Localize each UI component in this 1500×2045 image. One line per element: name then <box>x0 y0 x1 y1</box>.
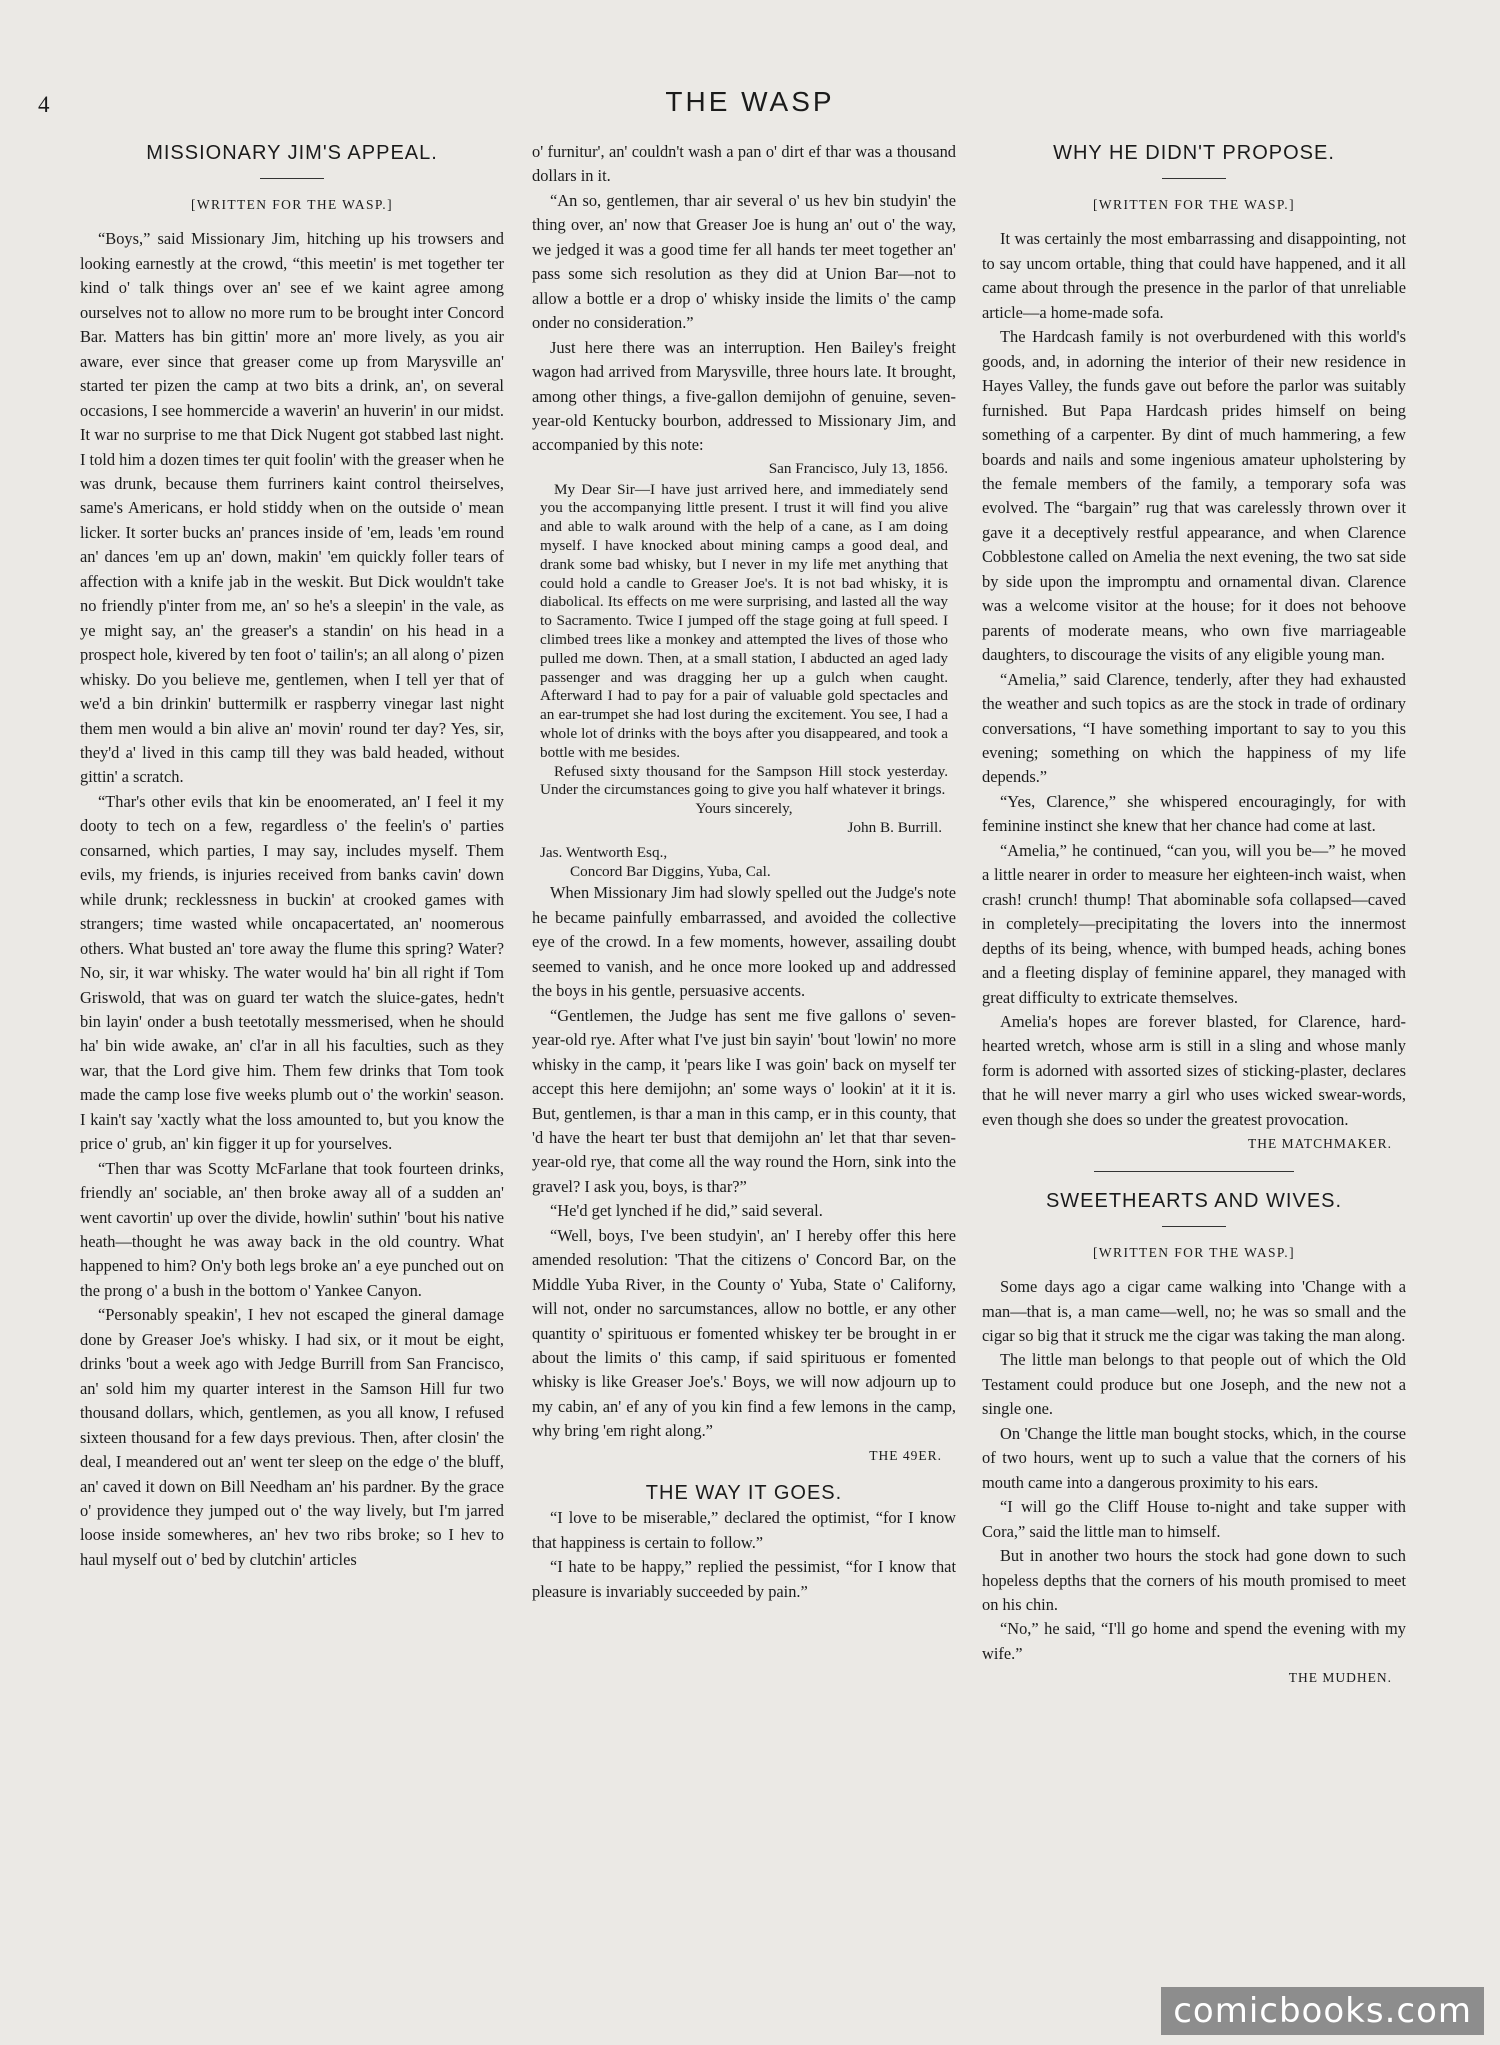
byline: [WRITTEN FOR THE WASP.] <box>1093 1244 1295 1260</box>
paragraph: The little man belongs to that people out of which the Old Testament could produce but one Joseph, and the new not a single one. <box>982 1350 1406 1419</box>
section-divider <box>1094 1171 1294 1172</box>
paragraph: “I hate to be happy,” replied the pessimist, “for I know that pleasure is invariably succeeded by pain.” <box>532 1557 956 1601</box>
article-title-sweethearts: SWEETHEARTS AND WIVES. <box>1045 1189 1343 1212</box>
author-signoff: THE 49ER. <box>869 1447 942 1463</box>
letter-body: My Dear Sir—I have just arrived here, and immediately send you the accompanying little present. I trust it will find you alive and able to walk around with the help of a cane, as I am doing myself. I have knocked about mining camps a good deal, and drank some bad whisky, but I never in my life met anything that could hold a candle to Greaser Joe's. It is not bad whisky, it is diabolical. Its effects on me were surprising, and lasted all the way to Sacramento. Twice I jumped off the stage going at full speed. I climbed trees like a monkey and attempted the lives of those who pulled me down. Then, at a small station, I abducted an aged lady passenger and was dragging her up a gulch when caught. Afterward I had to pay for a pair of valuable gold spectacles and an ear-trumpet she had lost during the excitement. You see, I had a whole lot of drinks with the boys after you disappeared, and took a bottle with me besides. <box>540 480 948 761</box>
address-line: Jas. Wentworth Esq., <box>540 843 668 861</box>
article-title-way-it-goes: THE WAY IT GOES. <box>645 1482 843 1505</box>
paragraph: But in another two hours the stock had gone down to such hopeless depths that the corners of his mouth promised to meet on his chin. <box>982 1546 1406 1615</box>
paragraph: “Gentlemen, the Judge has sent me five gallons o' seven-year-old rye. After what I've just bin sayin' 'bout 'lowin' no more whisky in the camp, it 'pears like I was goin' back on myself ter accept this here demijohn; an' some ways o' lookin' at it it is. But, gentlemen, is thar a man in this camp, er in this county, that 'd have the heart ter bust that demijohn an' let that thar seven-year-old rye, that come all the way round the Horn, sink into the gravel? I ask you, boys, is thar?” <box>532 1005 956 1196</box>
letter <box>532 460 956 882</box>
paragraph: “No,” he said, “I'll go home and spend the evening with my wife.” <box>982 1619 1406 1663</box>
address-line: Concord Bar Diggins, Yuba, Cal. <box>570 862 771 880</box>
byline: [WRITTEN FOR THE WASP.] <box>191 197 393 212</box>
letter-signature: John B. Burrill. <box>847 819 942 837</box>
paragraph: When Missionary Jim had slowly spelled out the Judge's note he became painfully embarrassed, and avoided the collective eye of the crowd. In a few moments, however, assailing doubt seemed to vanish, and he once more looked up and addressed the boys in his gentle, persuasive accents. <box>532 883 956 1001</box>
column-3 <box>982 140 1406 1970</box>
author-signoff: THE MUDHEN. <box>1288 1670 1392 1686</box>
article-title-propose: WHY HE DIDN'T PROPOSE. <box>1053 142 1335 164</box>
paragraph: “I will go the Cliff House to-night and take supper with Cora,” said the little man to himself. <box>982 1497 1406 1541</box>
paragraph: “Boys,” said Missionary Jim, hitching up his trowsers and looking earnestly at the crowd, “this meetin' is met together ter kind o' talk things over an' see ef we kaint agree among ourselves not to allow no more rum to be brought inter Concord Bar. Matters has bin gittin' more an' more lively, as you air aware, ever since that greaser come up from Marysville an' started ter pizen the camp at two bits a drink, an', on several occasions, I see hommercide a waverin' an huverin' in our midst. It war no surprise to me that Dick Nugent got stabbed last night. I told him a dozen times ter quit foolin' with the greaser when he was drunk, because them furriners kaint control theirselves, same's Americans, er hold stiddy when on the outside o' mean licker. It sorter bucks an' prances inside of 'em, leads 'em round an' dances 'em up an' down, makin' 'em quickly foller tears of affection with a knife jab in the weskit. But Dick wouldn't take no friendly p'inter from me, an' so he's a sleepin' in the vale, as ye might say, an' the greaser's a standin' on his head in a prospect hole, kivered by ten foot o' tailin's; an all along o' pizen whisky. Do you believe me, gentlemen, when I tell yer that of we'd a bin drinkin' buttermilk er raspberry vinegar last night them men would a bin alive an' movin' round ter day? Yes, sir, they'd a' lived in this camp till they was bald headed, without gittin' a scratch. <box>80 229 504 787</box>
article-title-missionary: MISSIONARY JIM'S APPEAL. <box>146 142 438 164</box>
paragraph: Some days ago a cigar came walking into 'Change with a man—that is, a man came—well, no; he was so small and the cigar so big that it struck me the cigar was taking the man along. <box>982 1277 1406 1346</box>
title-rule <box>1162 178 1226 179</box>
column-2 <box>532 140 956 1970</box>
author-signoff: THE MATCHMAKER. <box>1247 1136 1392 1152</box>
title-rule <box>1162 1226 1226 1227</box>
paragraph: “Personably speakin', I hev not escaped the gineral damage done by Greaser Joe's whisky. I had six, or it mout be eight, drinks 'bout a week ago with Jedge Burrill from San Francisco, an' sold him my quarter interest in the Samson Hill fur two thousand dollars, which, gentlemen, as you all know, I refused sixteen thousand for a few days previous. Then, after closin' the deal, I meandered out an' went ter sleep on the edge o' the bluff, an' caved it down on Bill Needham an' his pardner. By the grace o' providence they jumped out o' the way lively, but I'm jarred loose inside somewheres, an' hev two ribs broke; so I hev to haul myself out o' bed by clutchin' articles <box>80 1305 504 1569</box>
letter-address <box>540 844 948 882</box>
paragraph: Just here there was an interruption. Hen Bailey's freight wagon had arrived from Marysville, three hours late. It brought, among other things, a five-gallon demijohn of genuine, seven-year-old Kentucky bourbon, addressed to Missionary Jim, and accompanied by this note: <box>532 337 956 455</box>
paragraph: “Amelia,” said Clarence, tenderly, after they had exhausted the weather and such topics as are the stock in trade of ordinary conversations, “I have something important to say to you this evening; something on which the happiness of my life depends.” <box>982 669 1406 787</box>
paragraph: On 'Change the little man bought stocks, which, in the course of two hours, went up to such a value that the corners of his mouth came into a dangerous proximity to his ears. <box>982 1423 1406 1492</box>
paragraph: It was certainly the most embarrassing and disappointing, not to say uncom ortable, thing that could have happened, and it all came about through the presence in the parlor of that unreliable article—a home-made sofa. <box>982 229 1406 322</box>
title-rule <box>260 178 324 179</box>
paragraph: Amelia's hopes are forever blasted, for Clarence, hard-hearted wretch, whose arm is still in a sling and whose manly form is adorned with assorted sizes of sticking-plaster, declares that he will never marry a girl who uses wicked swear-words, even though she does so under the greatest provocation. <box>982 1011 1406 1129</box>
paragraph: “I love to be miserable,” declared the optimist, “for I know that happiness is certain to follow.” <box>532 1508 956 1552</box>
letter-date: San Francisco, July 13, 1856. <box>768 459 948 477</box>
letter-body: Refused sixty thousand for the Sampson Hill stock yesterday. Under the circumstances going to give you half whatever it brings. <box>540 762 948 799</box>
paragraph: The Hardcash family is not overburdened with this world's goods, and, in adorning the interior of their new residence in Hayes Valley, the funds gave out before the parlor was suitably furnished. But Papa Hardcash prides himself on being something of a carpenter. By dint of much hammering, a few boards and nails and some ingenious amateur upholstering by the female members of the family, a temporary sofa was evolved. The “bargain” rug that was carelessly thrown over it gave it a deceptively restful appearance, and when Clarence Cobblestone called on Amelia the next evening, the two sat side by side upon the impromptu and ornamental divan. Clarence was a welcome visitor at the house; for it does not behoove parents of moderate means, who own five marriageable daughters, to discourage the visits of any eligible young man. <box>982 327 1406 665</box>
byline: [WRITTEN FOR THE WASP.] <box>1093 197 1295 212</box>
paragraph: “Thar's other evils that kin be enoomerated, an' I feel it my dooty to tech on a few, regardless o' the feelin's o' parties consarned, which parties, I may say, includes myself. Them evils, my friends, is injuries received from banks cavin' down while drunk; recklessness in buckin' at crooked games with strangers; time wasted while oncapacertated, an' noomerous others. What busted an' tore away the flume this spring? Water? No, sir, it war whisky. The water would ha' bin all right if Tom Griswold, that was on guard ter watch the sluice-gates, hedn't bin layin' onder a bush teetotally messmerised, when he should ha' bin wide awake, an' cl'ar in all his faculties, such as they war, that the Lord give him. Them few drinks that Tom took made the camp lose five weeks plumb out o' the workin' season. I kain't say 'xactly what the loss amounted to, but you know the price o' grub, an' kin figger it up for yourselves. <box>80 791 504 1154</box>
paragraph: “Amelia,” he continued, “can you, will you be—” he moved a little nearer in order to measure her eighteen-inch waist, when crash! crunch! thump! That abominable sofa collapsed—caved in completely—precipitating the lovers into the innermost depths of its being, whence, with bumped heads, aching bones and a fleeting display of feminine apparel, they managed with great difficulty to extricate themselves. <box>982 840 1406 1007</box>
paragraph: “Yes, Clarence,” she whispered encouragingly, for with feminine instinct she knew that her chance had come at last. <box>982 791 1406 836</box>
letter-closing: Yours sincerely, <box>695 800 793 818</box>
paragraph: “Then thar was Scotty McFarlane that took fourteen drinks, friendly an' sociable, an' then broke away all of a sudden an' went cavortin' up over the divide, howlin' suthin' 'bout his native heath—thought he was away back in the old country. What happened to him? On'y both legs broke an' a eye punched out on the prong o' a bush in the bottom o' Yankee Canyon. <box>80 1158 504 1300</box>
page-number: 4 <box>38 92 50 117</box>
paragraph: “Well, boys, I've been studyin', an' I hereby offer this here amended resolution: 'That the citizens o' Concord Bar, on the Middle Yuba River, in the County o' Yuba, State o' Californy, will not, onder no sarcumstances, allow no bottle, er any other quantity o' spirituous er fomented whiskey ter be brought in er about the limits o' this camp, if said spirituous er fomented whisky is like Greaser Joe's.' Boys, we will now adjourn up to my cabin, an' ef any of you kin find a few lemons in the camp, why bring 'em right along.” <box>532 1225 956 1441</box>
masthead: THE WASP <box>665 86 835 117</box>
watermark: comicbooks.com <box>1161 1987 1484 2035</box>
paragraph: “An so, gentlemen, thar air several o' us hev bin studyin' the thing over, an' now that Greaser Joe is hung an' out o' the way, we jedged it was a good time fer all hands ter meet together an' pass some sich resolution as they did at Union Bar—not to allow a bottle er a drop o' whisky inside the limits o' the camp onder no consideration.” <box>532 190 956 333</box>
paragraph: o' furnitur', an' couldn't wash a pan o' dirt ef thar was a thousand dollars in it. <box>532 142 956 186</box>
paragraph: “He'd get lynched if he did,” said several. <box>550 1201 823 1221</box>
column-1 <box>80 140 504 1970</box>
